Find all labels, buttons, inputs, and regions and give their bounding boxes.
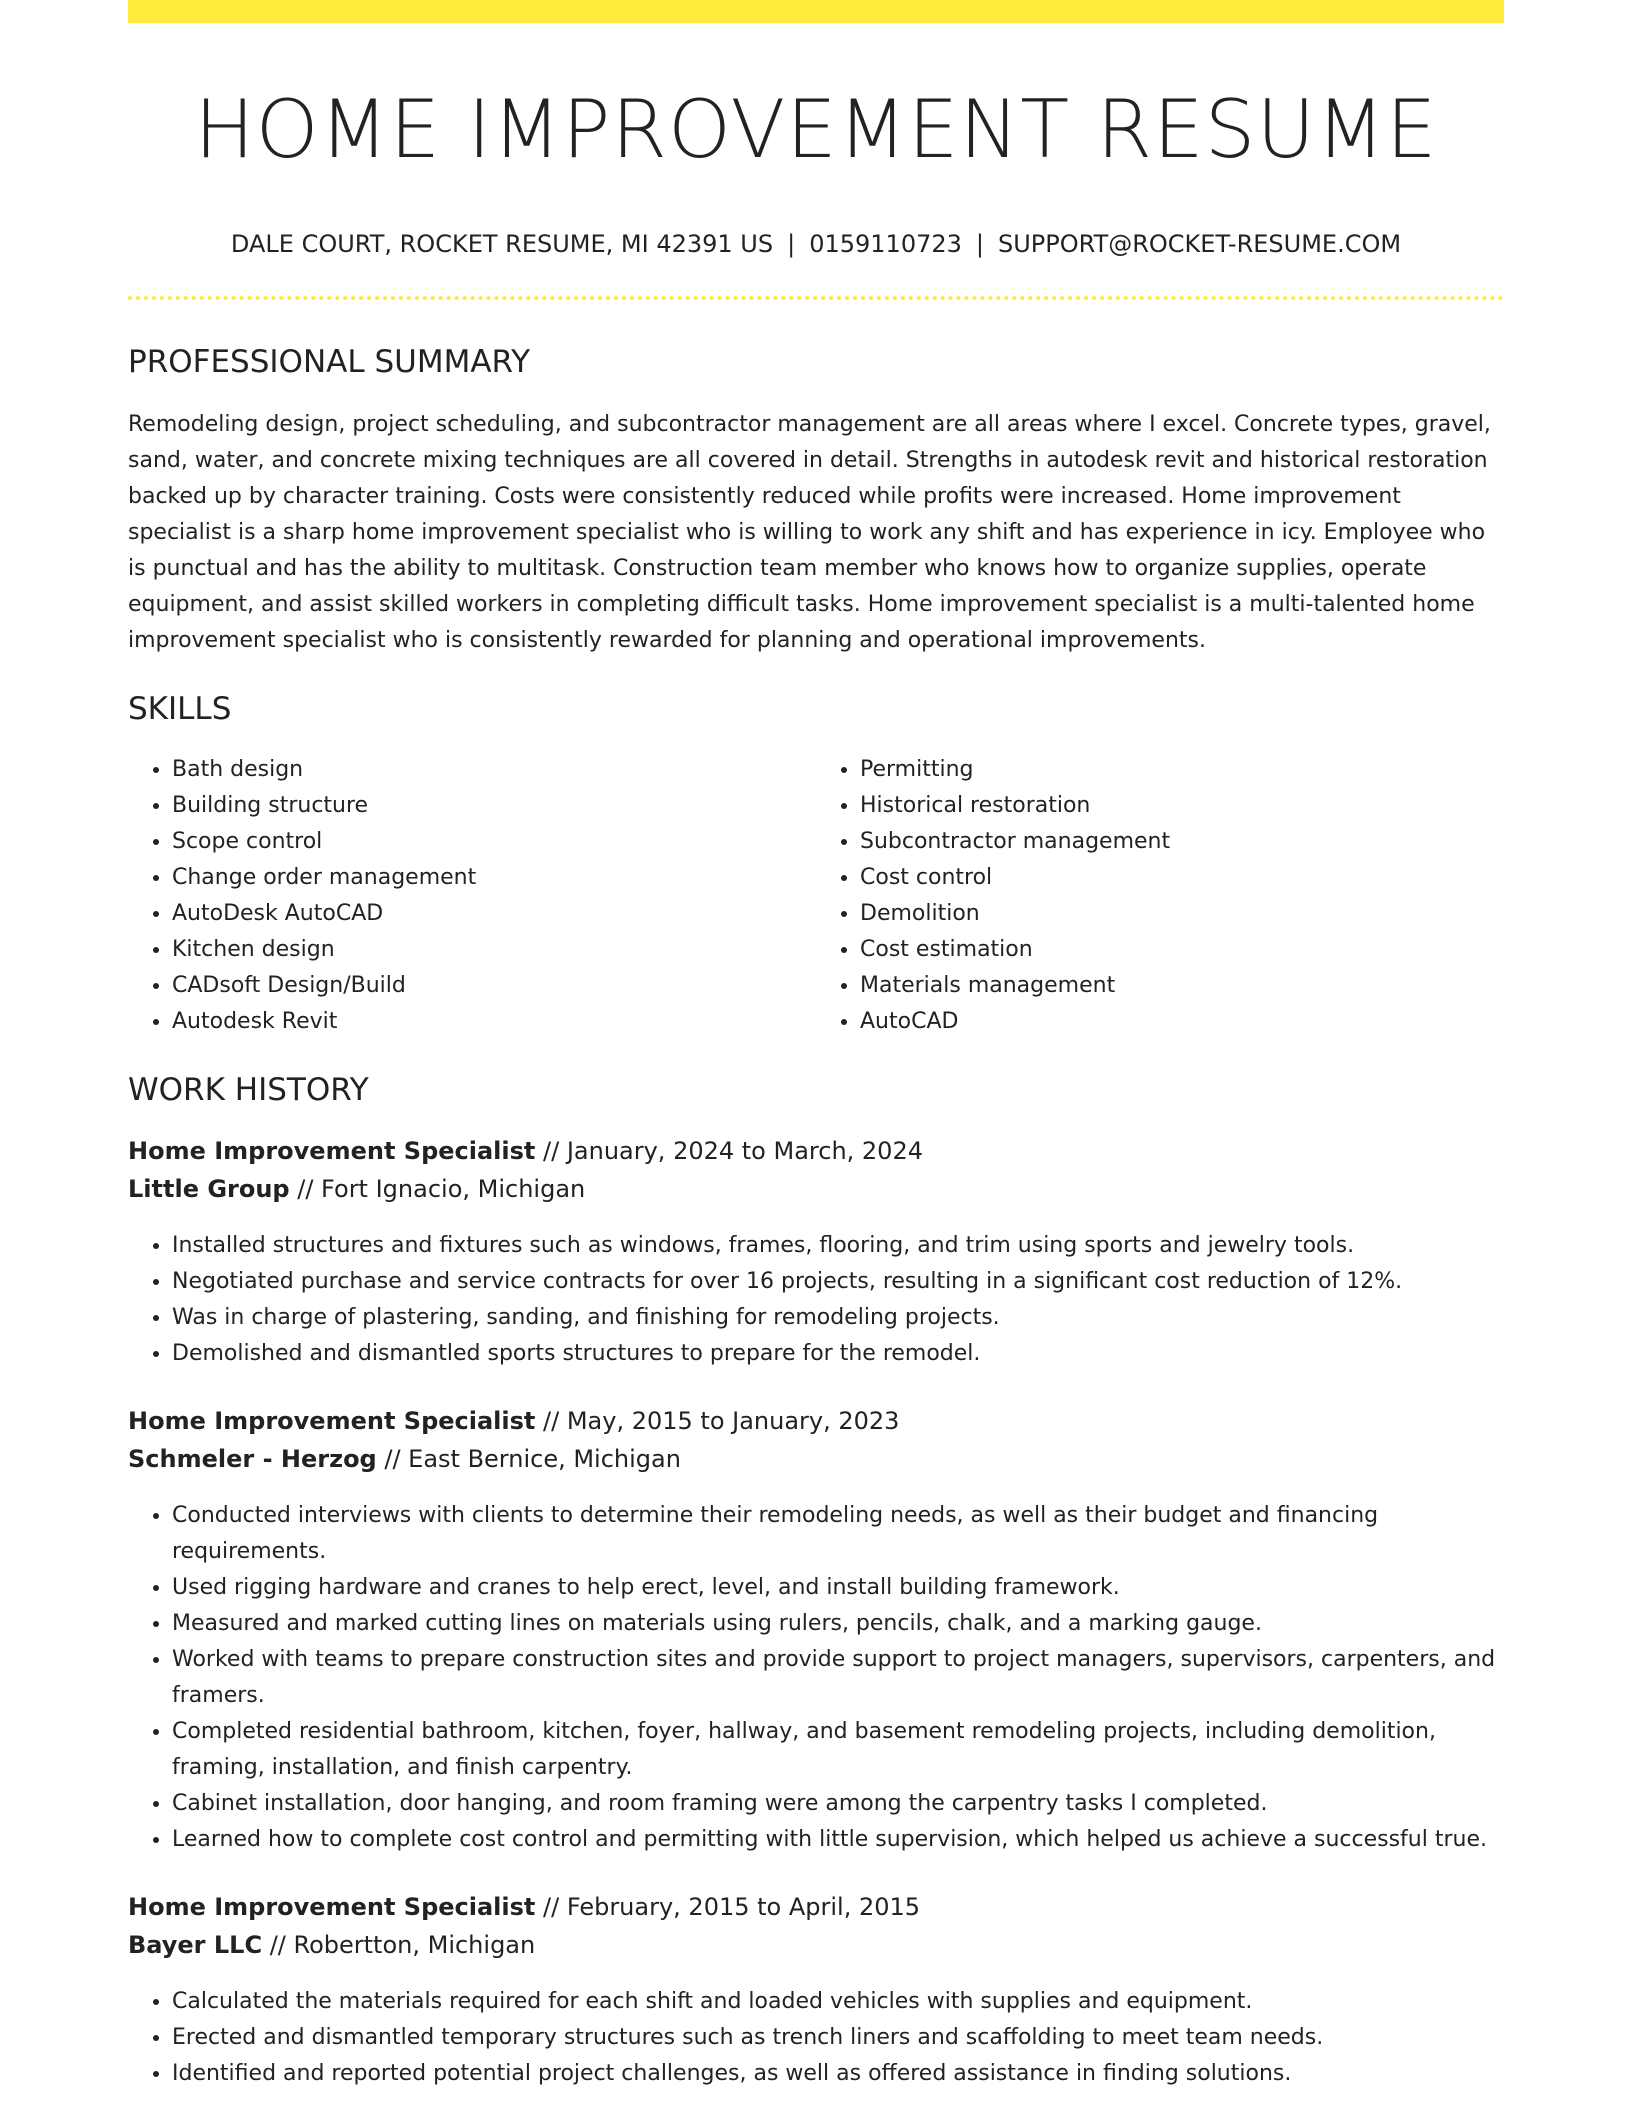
- job-bullet: • Erected and dismantled temporary structures such as trench liners and scaffolding to meet team needs.: [172, 2020, 1504, 2056]
- job-bullet: • Completed residential bathroom, kitchen, foyer, hallway, and basement remodeling projects, including demolition, framing, installation, and finish carpentry.: [172, 1714, 1504, 1786]
- skill-item: • Scope control: [172, 824, 816, 860]
- contact-separator: |: [787, 230, 796, 258]
- skill-item: • Kitchen design: [172, 932, 816, 968]
- job-bullet: • Cabinet installation, door hanging, and room framing were among the carpentry tasks I completed.: [172, 1786, 1504, 1822]
- contact-separator: |: [975, 230, 984, 258]
- skill-item: • CADsoft Design/Build: [172, 968, 816, 1004]
- contact-phone: 0159110723: [809, 230, 962, 258]
- job-company-line: [128, 1440, 1504, 1478]
- skill-item: • AutoDesk AutoCAD: [172, 896, 816, 932]
- skill-item: • Change order management: [172, 860, 816, 896]
- skill-item: • Cost estimation: [860, 932, 1504, 968]
- job-bullet: • Installed structures and fixtures such as windows, frames, flooring, and trim using sports and jewelry tools.: [172, 1228, 1504, 1264]
- skills-heading: SKILLS: [128, 691, 232, 728]
- job-role: Home Improvement Specialist: [128, 1406, 536, 1435]
- job-bullet: • Conducted interviews with clients to determine their remodeling needs, as well as their budget and financing requirements.: [172, 1498, 1504, 1570]
- job-company: Schmeler - Herzog: [128, 1444, 377, 1473]
- skill-item: • Cost control: [860, 860, 1504, 896]
- summary-text: Remodeling design, project scheduling, and subcontractor management are all areas where I excel. Concrete types, gravel, sand, water, and concrete mixing techniques are all covered in detail. Strengths in autodesk revit and historical restoration backed up by character training. Costs were consistently reduced while profits were increased. Home improvement specialist is a sharp home improvement specialist who is willing to work any shift and has experience in icy. Employee who is punctual and has the ability to multitask. Construction team member who knows how to organize supplies, operate equipment, and assist skilled workers in completing difficult tasks. Home improvement specialist is a multi-talented home improvement specialist who is consistently rewarded for planning and operational improvements.: [128, 412, 1491, 654]
- resume-page: [128, 0, 1504, 2092]
- job-role-line: [128, 1132, 1504, 1170]
- dotted-divider: [128, 296, 1504, 300]
- job-bullets: [128, 1228, 1504, 1372]
- job-role-line: [128, 1402, 1504, 1440]
- job-entry: [128, 1402, 1504, 1858]
- top-accent-bar: [128, 0, 1504, 23]
- job-location: // Fort Ignacio, Michigan: [289, 1174, 586, 1203]
- job-company: Bayer LLC: [128, 1930, 263, 1959]
- skill-item: • Materials management: [860, 968, 1504, 1004]
- skill-item: • Building structure: [172, 788, 816, 824]
- skills-column-right: [816, 752, 1504, 1040]
- skills-column-left: [128, 752, 816, 1040]
- skill-item: • Permitting: [860, 752, 1504, 788]
- job-location: // East Bernice, Michigan: [376, 1444, 681, 1473]
- job-company-line: [128, 1926, 1504, 1964]
- contact-email: SUPPORT@ROCKET-RESUME.COM: [998, 230, 1402, 258]
- job-dates: // May, 2015 to January, 2023: [535, 1406, 900, 1435]
- job-company: Little Group: [128, 1174, 290, 1203]
- resume-title: HOME IMPROVEMENT RESUME: [194, 83, 1438, 176]
- job-company-line: [128, 1170, 1504, 1208]
- job-bullet: • Demolished and dismantled sports structures to prepare for the remodel.: [172, 1336, 1504, 1372]
- job-role: Home Improvement Specialist: [128, 1136, 536, 1165]
- job-bullet: • Identified and reported potential project challenges, as well as offered assistance in finding solutions.: [172, 2056, 1504, 2092]
- job-bullet: • Worked with teams to prepare construction sites and provide support to project managers, supervisors, carpenters, and framers.: [172, 1642, 1504, 1714]
- skill-item: • Bath design: [172, 752, 816, 788]
- skill-item: • Historical restoration: [860, 788, 1504, 824]
- job-bullets: [128, 1984, 1504, 2092]
- job-role: Home Improvement Specialist: [128, 1892, 536, 1921]
- contact-address: DALE COURT, ROCKET RESUME, MI 42391 US: [230, 230, 774, 258]
- job-bullet: • Learned how to complete cost control and permitting with little supervision, which helped us achieve a successful true.: [172, 1822, 1504, 1858]
- job-entry: [128, 1888, 1504, 2092]
- job-bullet: • Used rigging hardware and cranes to help erect, level, and install building framework.: [172, 1570, 1504, 1606]
- skill-item: • Subcontractor management: [860, 824, 1504, 860]
- job-dates: // February, 2015 to April, 2015: [535, 1892, 921, 1921]
- job-location: // Robertton, Michigan: [262, 1930, 536, 1959]
- summary-heading: PROFESSIONAL SUMMARY: [128, 344, 531, 380]
- job-bullet: • Measured and marked cutting lines on materials using rulers, pencils, chalk, and a marking gauge.: [172, 1606, 1504, 1642]
- job-bullets: [128, 1498, 1504, 1858]
- contact-line: [128, 230, 1504, 258]
- job-entry: [128, 1132, 1504, 1372]
- job-bullet: • Negotiated purchase and service contracts for over 16 projects, resulting in a significant cost reduction of 12%.: [172, 1264, 1504, 1300]
- skill-item: • Demolition: [860, 896, 1504, 932]
- skills-list: [128, 752, 1504, 1040]
- skill-item: • AutoCAD: [860, 1004, 1504, 1040]
- job-dates: // January, 2024 to March, 2024: [535, 1136, 923, 1165]
- skill-item: • Autodesk Revit: [172, 1004, 816, 1040]
- job-bullet: • Was in charge of plastering, sanding, and finishing for remodeling projects.: [172, 1300, 1504, 1336]
- work-history-heading: WORK HISTORY: [128, 1072, 369, 1109]
- job-role-line: [128, 1888, 1504, 1926]
- job-bullet: • Calculated the materials required for each shift and loaded vehicles with supplies and equipment.: [172, 1984, 1504, 2020]
